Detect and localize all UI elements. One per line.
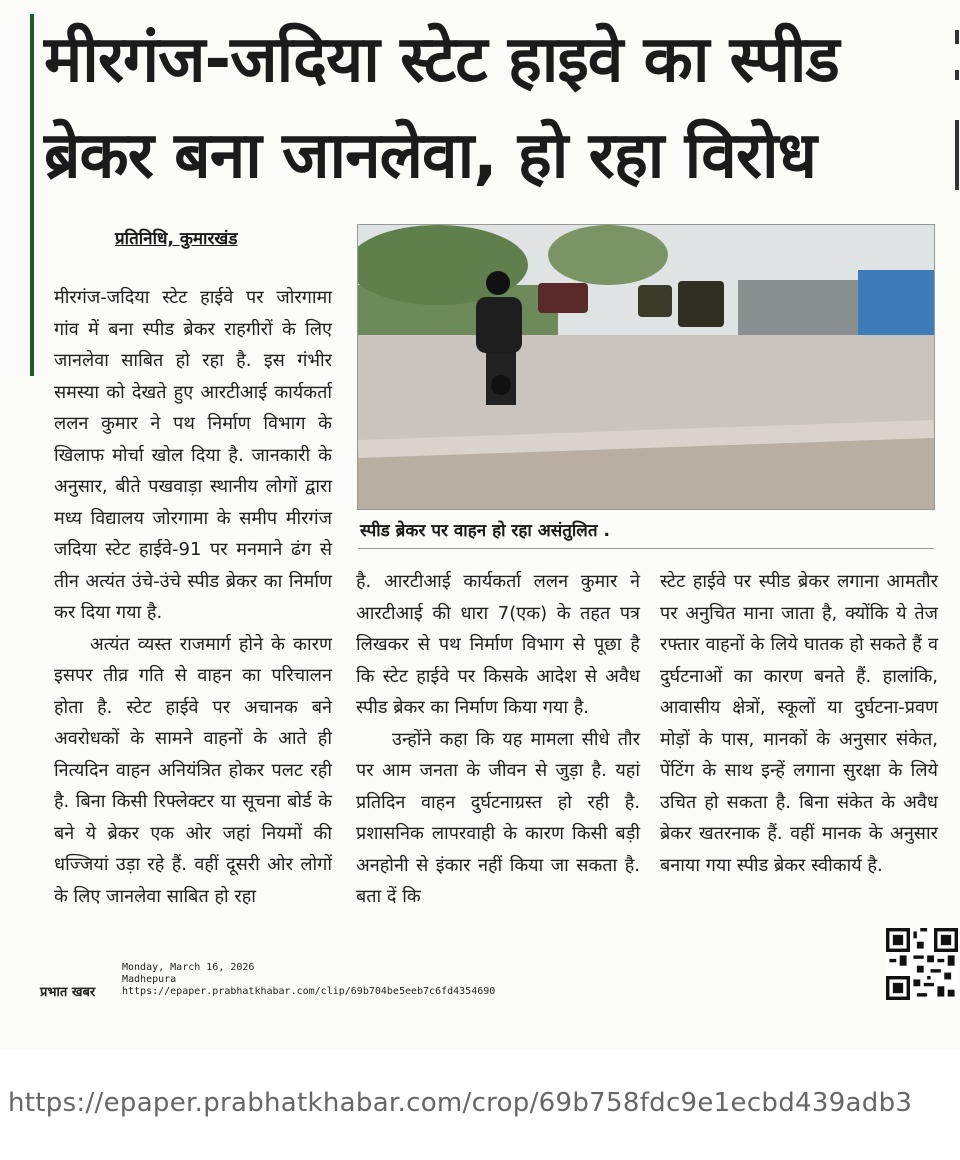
divider xyxy=(358,548,934,549)
clip-edition: Madhepura xyxy=(122,974,177,985)
qr-code-icon[interactable] xyxy=(886,928,958,1000)
accent-bar xyxy=(30,14,34,376)
photo-caption: स्पीड ब्रेकर पर वाहन हो रहा असंतुलित . xyxy=(360,521,610,541)
clip-url[interactable]: https://epaper.prabhatkhabar.com/clip/69b704be5eeb7c6fd4354690 xyxy=(122,986,496,997)
byline: प्रतिनिधि, कुमारखंड xyxy=(115,229,238,249)
news-photo xyxy=(357,224,935,510)
publication-logo xyxy=(40,982,95,1000)
paragraph: मीरगंज-जदिया स्टेट हाईवे पर जोरगामा गांव में बना स्पीड ब्रेकर राहगीरों के लिए जानलेवा साबित हो रहा है. इस गंभीर समस्या को देखते हुए आरटीआई कार्यकर्ता ललन कुमार ने पथ निर्माण विभाग के खिलाफ मोर्चा खोल दिया है. जानकारी के अनुसार, बीते पखवाड़ा स्थानीय लोगों द्वारा मध्य विद्यालय जोरगामा के समीप मीरगंज जदिया स्टेट हाईवे-91 पर मनमाने ढंग से तीन अत्यंत उंचे-उंचे स्पीड ब्रेकर का निर्माण कर दिया गया है. xyxy=(54,287,332,623)
source-url[interactable]: https://epaper.prabhatkhabar.com/crop/69b758fdc9e1ecbd439adb3 xyxy=(8,1088,913,1118)
headline xyxy=(44,12,944,204)
clip-date: Monday, March 16, 2026 xyxy=(122,962,255,973)
clip-meta xyxy=(122,962,495,998)
logo-text: प्रभात खबर xyxy=(40,985,96,1000)
paragraph: अत्यंत व्यस्त राजमार्ग होने के कारण इसपर तीव्र गति से वाहन का परिचालन होता है. स्टेट हाईवे पर अचानक बने अवरोधकों के सामने वाहनों के आते ही नित्यदिन वाहन अनियंत्रित होकर पलट रही है. बिना किसी रिफ्लेक्टर या सूचना बोर्ड के बने ये ब्रेकर एक ओर जहां नियमों की धज्जियां उड़ा रहे हैं. वहीं दूसरी ओर लोगों के लिए जानलेवा साबित हो रहा xyxy=(54,633,332,907)
paragraph: स्टेट हाईवे पर स्पीड ब्रेकर लगाना आमतौर पर अनुचित माना जाता है, क्योंकि ये तेज रफ्तार वाहनों के लिये घातक हो सकते हैं व दुर्घटनाओं का कारण बनते हैं. हालांकि, आवासीय क्षेत्रों, स्कूलों या दुर्घटना-प्रवण मोड़ों के पास, मानकों के अनुसार संकेत, पेंटिंग के साथ इन्हें लगाना सुरक्षा के लिये उचित हो सकता है. बिना संकेत के अवैध ब्रेकर खतरनाक हैं. वहीं मानक के अनुसार बनाया गया स्पीड ब्रेकर स्वीकार्य है. xyxy=(660,571,938,876)
article-column-2 xyxy=(356,566,640,913)
page-edge-marks xyxy=(954,30,960,200)
article-column-1 xyxy=(54,282,332,912)
headline-line-1: मीरगंज-जदिया स्टेट हाइवे का स्पीड xyxy=(44,23,839,97)
paragraph: है. आरटीआई कार्यकर्ता ललन कुमार ने आरटीआई की धारा 7(एक) के तहत पत्र लिखकर से पथ निर्माण विभाग से पूछा है कि स्टेट हाईवे पर किसके आदेश से अवैध स्पीड ब्रेकर का निर्माण किया गया है. xyxy=(356,571,640,718)
paragraph: उन्होंने कहा कि यह मामला सीधे तौर पर आम जनता के जीवन से जुड़ा है. यहां प्रतिदिन वाहन दुर्घटनाग्रस्त हो रही है. प्रशासनिक लापरवाही के कारण किसी बड़ी अनहोनी से इंकार नहीं किया जा सकता है. बता दें कि xyxy=(356,728,640,907)
article-column-3 xyxy=(660,566,938,881)
headline-line-2: ब्रेकर बना जानलेवा, हो रहा विरोध xyxy=(44,119,816,193)
road-scene-image xyxy=(358,225,934,509)
